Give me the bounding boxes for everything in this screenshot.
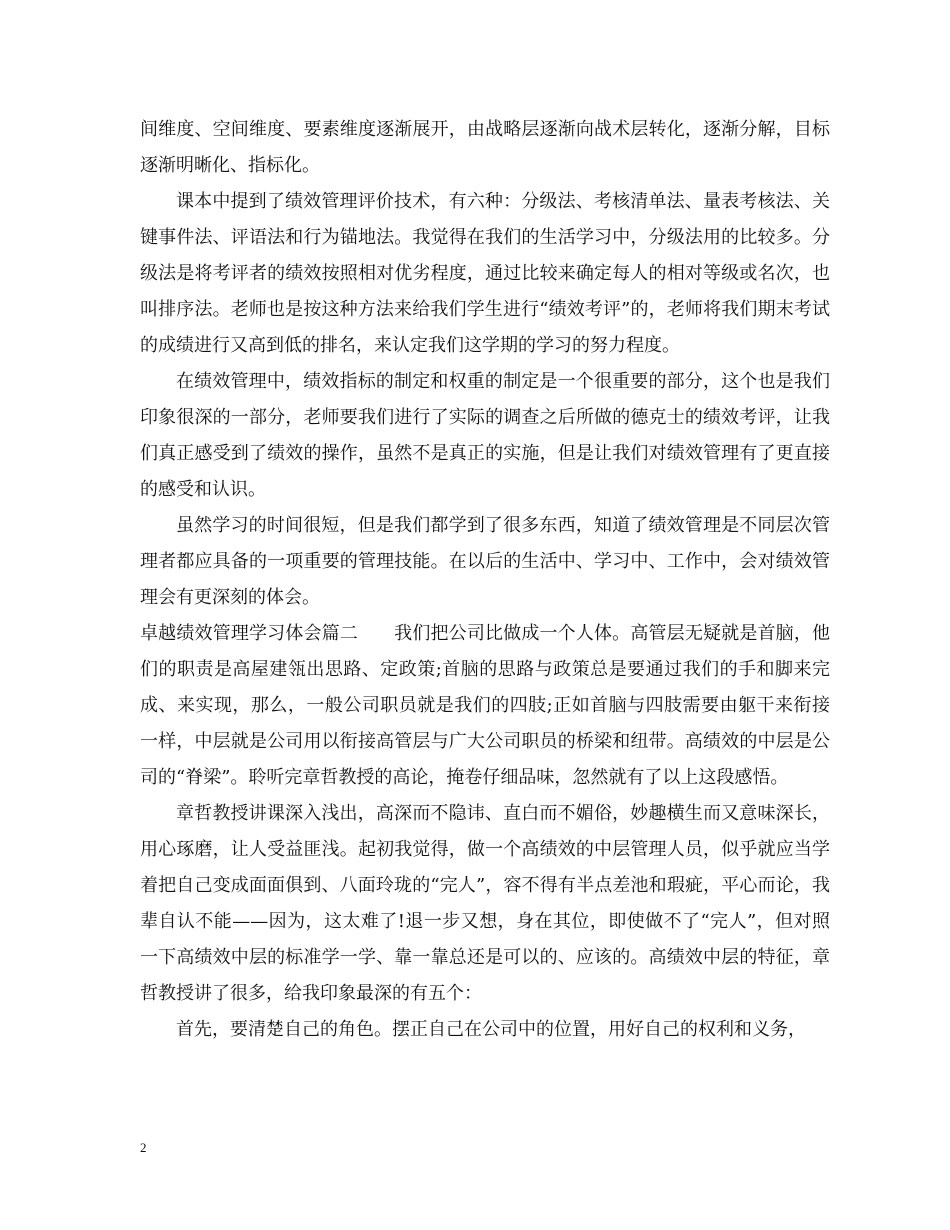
page-number: 2: [140, 1140, 147, 1155]
paragraph-lecture: 章哲教授讲课深入浅出，高深而不隐讳、直白而不媚俗，妙趣横生而又意味深长，用心琢磨，让人受益匪浅。起初我觉得，做一个高绩效的中层管理人员，似乎就应当学着把自己变成面面俱到、八面玲珑的“完人”，容不得有半点差池和瑕疵，平心而论，我辈自认不能——因为，这太难了!退一步又想，身在其位，即使做不了“完人”，但对照一下高绩效中层的标准学一学、靠一靠总还是可以的、应该的。高绩效中层的特征，章哲教授讲了很多，给我印象最深的有五个：: [140, 803, 830, 1004]
section-two-paragraph: [140, 616, 830, 796]
paragraph-evaluation-techniques: 课本中提到了绩效管理评价技术，有六种：分级法、考核清单法、量表考核法、关键事件法、评语法和行为锚地法。我觉得在我们的生活学习中，分级法用的比较多。分级法是将考评者的绩效按照相对优劣程度，通过比较来确定每人的相对等级或名次，也叫排序法。老师也是按这种方法来给我们学生进行“绩效考评”的，老师将我们期末考试的成绩进行又高到低的排名，来认定我们这学期的学习的努力程度。: [140, 191, 830, 356]
paragraph-continuation: 间维度、空间维度、要素维度逐渐展开，由战略层逐渐向战术层转化，逐渐分解，目标逐渐明晰化、指标化。: [140, 119, 830, 176]
body-text: [140, 112, 830, 1048]
paragraph-indicators: 在绩效管理中，绩效指标的制定和权重的制定是一个很重要的部分，这个也是我们印象很深的一部分，老师要我们进行了实际的调查之后所做的德克士的绩效考评，让我们真正感受到了绩效的操作，虽然不是真正的实施，但是让我们对绩效管理有了更直接的感受和认识。: [140, 371, 830, 500]
section-title: 卓越绩效管理学习体会篇二: [140, 623, 358, 644]
section-lead-text: 我们把公司比做成一个人体。高管层无疑就是首脑，他们的职责是高屋建瓴出思路、定政策;首脑的思路与政策总是要通过我们的手和脚来完成、来实现，那么，一般公司职员就是我们的四肢;正如首脑与四肢需要由躯干来衔接一样，中层就是公司用以衔接高管层与广大公司职员的桥梁和纽带。高绩效的中层是公司的“脊梁”。聆听完章哲教授的高论，掩卷仔细品味，忽然就有了以上这段感悟。: [140, 623, 830, 788]
paragraph-first-point: 首先，要清楚自己的角色。摆正自己在公司中的位置，用好自己的权利和义务，: [176, 1019, 806, 1040]
paragraph-conclusion: 虽然学习的时间很短，但是我们都学到了很多东西，知道了绩效管理是不同层次管理者都应具备的一项重要的管理技能。在以后的生活中、学习中、工作中，会对绩效管理会有更深刻的体会。: [140, 515, 830, 608]
